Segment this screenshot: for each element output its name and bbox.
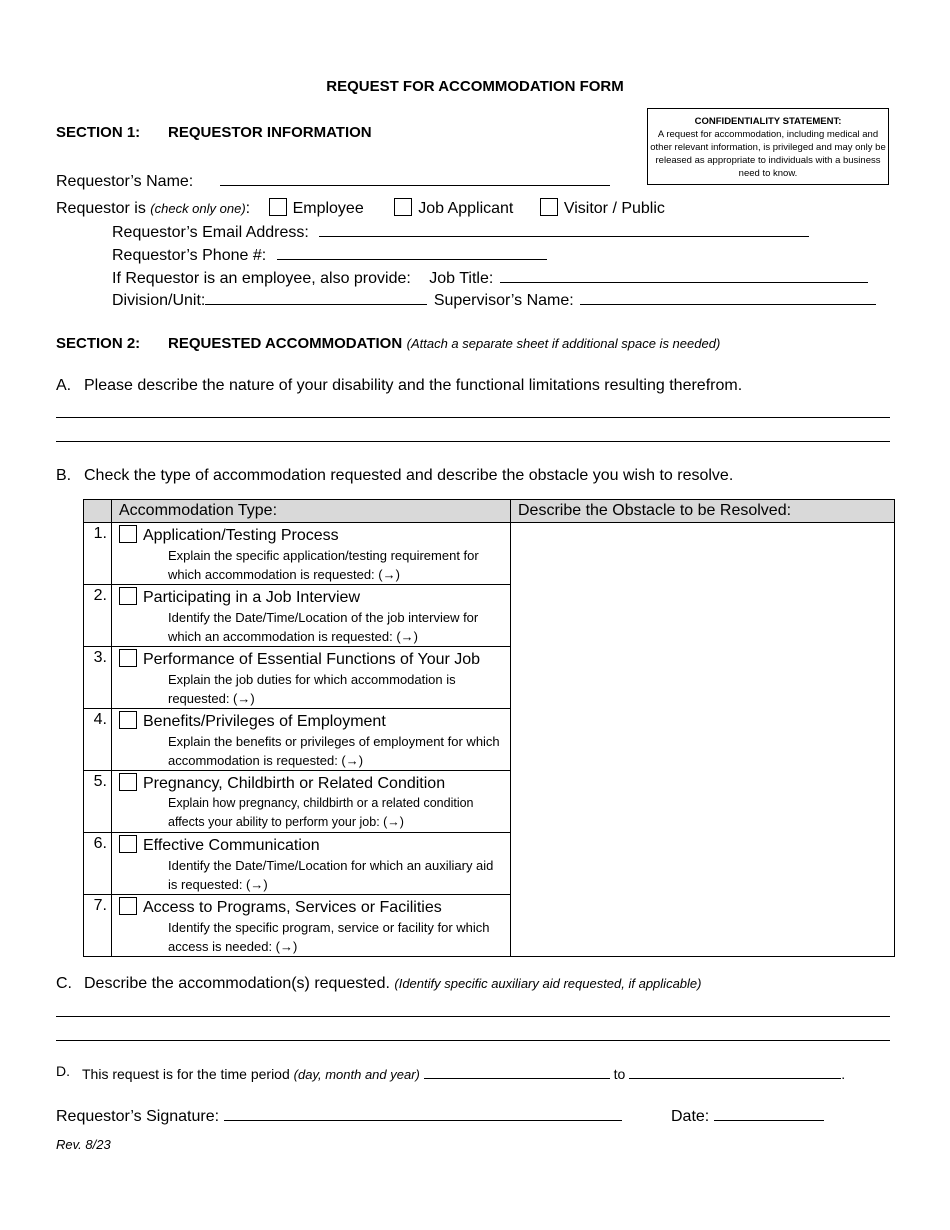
job-applicant-checkbox[interactable] [394,198,412,216]
period-end-field[interactable] [629,1063,841,1079]
requestor-type-row [56,198,665,218]
email-label: Requestor’s Email Address: [112,224,309,241]
item-c-heading [84,975,701,993]
row-type [112,833,511,895]
row-description: Identify the Date/Time/Location of the job interview for which an accommodation is requested: (→) [168,610,479,644]
item-c-line-2[interactable] [56,1040,890,1041]
row-description: Identify the Date/Time/Location for which an auxiliary aid is requested: (→) [168,858,494,892]
row-type [112,585,511,647]
item-d-hint: (day, month and year) [293,1067,420,1082]
number-header [84,500,112,523]
accommodation-table [83,499,895,957]
phone-row [112,244,547,265]
employee-info-row [112,267,868,288]
email-field[interactable] [319,221,809,237]
option-employee[interactable] [269,200,364,217]
supervisor-label: Supervisor’s Name: [433,292,574,309]
division-row [112,289,876,310]
row-checkbox[interactable] [119,587,137,605]
row-title: Access to Programs, Services or Facilities [143,899,442,916]
division-field[interactable] [205,289,427,305]
row-title: Participating in a Job Interview [143,589,360,606]
row-description: Explain how pregnancy, childbirth or a related condition affects your ability to perform your job: (→) [168,796,474,829]
row-title: Pregnancy, Childbirth or Related Condition [143,775,446,792]
item-c-line-1[interactable] [56,1016,890,1017]
requestor-is-hint: (check only one) [150,201,246,216]
section2-label: SECTION 2: [56,335,141,352]
revision-note: Rev. 8/23 [56,1137,111,1152]
requestor-is-label: Requestor is [56,200,146,217]
row-type [112,771,511,833]
item-c-text: Describe the accommodation(s) requested. [84,975,390,992]
item-a-text: Please describe the nature of your disability and the functional limitations resulting therefrom. [84,377,743,394]
item-b-text: Check the type of accommodation requested and describe the obstacle you wish to resolve. [84,467,734,484]
row-type [112,647,511,709]
section1-title: REQUESTOR INFORMATION [168,124,372,141]
confidentiality-box [647,108,889,185]
row-title: Effective Communication [143,837,320,854]
row-description: Explain the benefits or privileges of employment for which accommodation is requested: (→) [168,734,500,768]
employee-checkbox[interactable] [269,198,287,216]
obstacle-header: Describe the Obstacle to be Resolved: [511,500,895,523]
supervisor-field[interactable] [580,289,876,305]
section1-label: SECTION 1: [56,124,141,141]
item-d-letter: D. [56,1063,70,1079]
row-number: 6. [84,833,112,895]
row-checkbox[interactable] [119,525,137,543]
item-a-line-2[interactable] [56,441,890,442]
period-to-label: to [613,1066,626,1082]
employee-label: Employee [292,200,364,217]
signature-field[interactable] [224,1105,622,1121]
row-number: 5. [84,771,112,833]
form-title: REQUEST FOR ACCOMMODATION FORM [326,78,624,95]
row-title: Performance of Essential Functions of Your Job [143,651,481,668]
row-type [112,709,511,771]
row-description: Explain the specific application/testing requirement for which accommodation is requested: (→) [168,548,479,582]
row-checkbox[interactable] [119,649,137,667]
table-row [84,523,895,585]
job-title-field[interactable] [500,267,868,283]
row-checkbox[interactable] [119,897,137,915]
row-title: Application/Testing Process [143,527,339,544]
signature-label: Requestor’s Signature: [56,1108,220,1125]
date-row [671,1105,824,1126]
row-description: Explain the job duties for which accommodation is requested: (→) [168,672,456,706]
row-description: Identify the specific program, service or facility for which access is needed: (→) [168,920,490,954]
row-title: Benefits/Privileges of Employment [143,713,386,730]
requestor-is-colon: : [245,200,251,217]
employee-info-label: If Requestor is an employee, also provide: [112,270,411,287]
obstacle-field[interactable] [511,523,895,957]
requestor-name-label: Requestor’s Name: [56,173,194,190]
requestor-name-field[interactable] [220,170,610,186]
row-number: 2. [84,585,112,647]
item-d-row [82,1063,845,1082]
item-c-hint: (Identify specific auxiliary aid requested, if applicable) [394,976,702,991]
item-a-letter: A. [56,377,72,394]
division-label: Division/Unit: [112,292,206,309]
visitor-public-checkbox[interactable] [540,198,558,216]
email-row [112,221,809,242]
row-type [112,523,511,585]
job-title-label: Job Title: [429,270,494,287]
visitor-public-label: Visitor / Public [563,200,665,217]
item-a-line-1[interactable] [56,417,890,418]
item-d-text: This request is for the time period [82,1066,290,1082]
row-number: 4. [84,709,112,771]
period-end-punct: . [841,1066,846,1082]
requestor-name-row [56,170,610,191]
row-checkbox[interactable] [119,711,137,729]
row-number: 1. [84,523,112,585]
phone-label: Requestor’s Phone #: [112,247,267,264]
row-type [112,895,511,957]
confidentiality-text: A request for accommodation, including medical and other relevant information, is privileged and may only be released as appropriate to individuals with a business need to know. [650,129,886,179]
section2-title: REQUESTED ACCOMMODATION [168,335,403,352]
row-number: 3. [84,647,112,709]
confidentiality-title: CONFIDENTIALITY STATEMENT: [694,116,842,127]
item-c-letter: C. [56,975,72,992]
job-applicant-label: Job Applicant [418,200,514,217]
section2-hint: (Attach a separate sheet if additional space is needed) [406,336,721,351]
date-field[interactable] [714,1105,824,1121]
option-job-applicant[interactable] [394,200,513,217]
row-number: 7. [84,895,112,957]
item-b-letter: B. [56,467,72,484]
type-header: Accommodation Type: [112,500,511,523]
row-checkbox[interactable] [119,835,137,853]
signature-row [56,1105,622,1126]
period-start-field[interactable] [424,1063,610,1079]
phone-field[interactable] [277,244,547,260]
option-visitor-public[interactable] [540,200,665,217]
row-checkbox[interactable] [119,773,137,791]
section2-heading [168,335,720,353]
date-label: Date: [671,1108,710,1125]
table-header [84,500,895,523]
